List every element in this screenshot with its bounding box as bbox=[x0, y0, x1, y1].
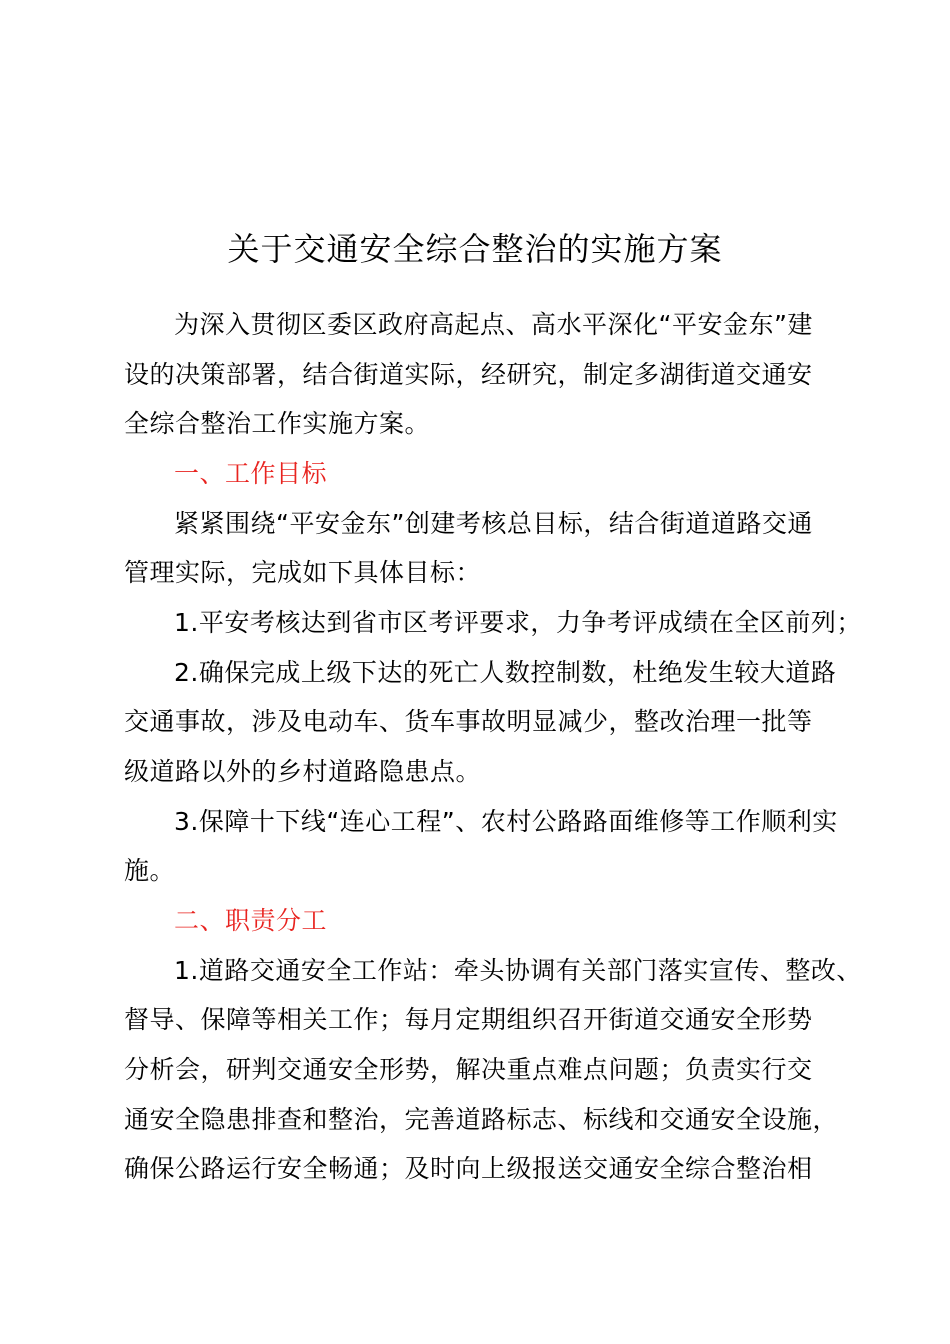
duty-item-1-line-3: 分析会，研判交通安全形势，解决重点难点问题；负责实行交 bbox=[124, 1055, 813, 1084]
duty-item-1-line-4: 通安全隐患排查和整治，完善道路标志、标线和交通安全设施， bbox=[124, 1105, 839, 1134]
goal-item-3-line-1: 3.保障十下线“连心工程”、农村公路路面维修等工作顺利实 bbox=[174, 807, 838, 836]
goal-item-2-line-3: 级道路以外的乡村道路隐患点。 bbox=[124, 757, 482, 786]
duty-item-1-line-1: 1.道路交通安全工作站：牵头协调有关部门落实宣传、整改、 bbox=[174, 956, 862, 985]
section-heading-duties: 二、职责分工 bbox=[174, 906, 328, 935]
goal-item-3-line-2: 施。 bbox=[124, 856, 176, 885]
paragraph-intro-line-3: 全综合整治工作实施方案。 bbox=[124, 409, 431, 438]
paragraph-goals-line-2: 管理实际，完成如下具体目标： bbox=[124, 558, 482, 587]
goal-item-1: 1.平安考核达到省市区考评要求，力争考评成绩在全区前列； bbox=[174, 608, 862, 637]
goal-item-2-line-2: 交通事故，涉及电动车、货车事故明显减少，整改治理一批等 bbox=[124, 707, 813, 736]
document-title: 关于交通安全综合整治的实施方案 bbox=[227, 230, 723, 268]
section-heading-goals: 一、工作目标 bbox=[174, 459, 328, 488]
duty-item-1-line-2: 督导、保障等相关工作；每月定期组织召开街道交通安全形势 bbox=[124, 1005, 813, 1034]
goal-item-2-line-1: 2.确保完成上级下达的死亡人数控制数，杜绝发生较大道路 bbox=[174, 658, 837, 687]
paragraph-intro-line-1: 为深入贯彻区委区政府高起点、高水平深化“平安金东”建 bbox=[174, 310, 813, 339]
paragraph-intro-line-2: 设的决策部署，结合街道实际，经研究，制定多湖街道交通安 bbox=[124, 360, 813, 389]
duty-item-1-line-5: 确保公路运行安全畅通；及时向上级报送交通安全综合整治相 bbox=[124, 1154, 813, 1183]
paragraph-goals-line-1: 紧紧围绕“平安金东”创建考核总目标，结合街道道路交通 bbox=[174, 509, 813, 538]
